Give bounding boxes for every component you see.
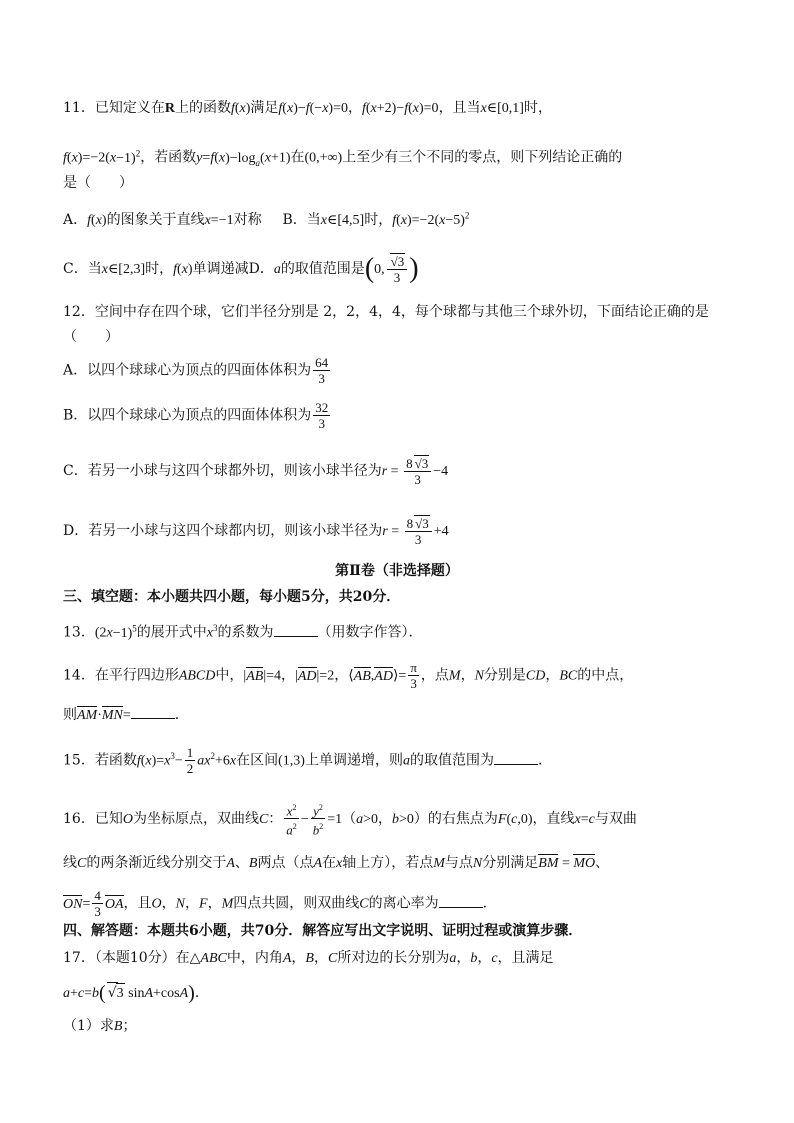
q16-line3: ON= $\frac{4}{3}$ OA，且O，N，F，M四点共圆，则双曲线C的离心率为 ．: [63, 888, 497, 919]
q11-line3: 是（ ）: [63, 175, 133, 191]
q11-option-d[interactable]: 单调递减D．a的取值范围是(0, $\frac{√3}{3}$ ): [192, 253, 419, 285]
q11-option-c[interactable]: C．当x∈[2,3]时，f(x): [63, 261, 193, 277]
q12-option-b[interactable]: B．以四个球球心为顶点的四面体体积为 $\frac{32}{3}$: [63, 400, 329, 431]
q12-stem: 12．空间中存在四个球，它们半径分别是 2，2，4，4，每个球都与其他三个球外切，下面结论正确的是: [63, 304, 709, 320]
q13-answer-blank[interactable]: [274, 622, 318, 637]
q11-options-ab: [63, 205, 469, 231]
q15: 15．若函数$f(x)=x^3-$ $\frac{1}{2}$ $ax^2+6x$在区间(1,3)上单调递增，则a的取值范围为 ．: [63, 745, 552, 776]
q15-answer-blank[interactable]: [494, 750, 538, 765]
q11-option-a[interactable]: A．f(x)的图象关于直线x=−1对称: [63, 211, 262, 228]
q14-line1: 14．在平行四边形ABCD中，|AB|=4，|AD|=2，⟨AB,AD⟩= $\frac{\pi}{3}$ ，点M，N分别是CD，BC的中点，: [63, 660, 634, 691]
q17-line2: a+c=b( √3 sinA+cosA)．: [63, 982, 209, 1004]
q11-option-b[interactable]: B．当x∈[4,5]时，$f(x)=-2(x-5)^2$: [282, 210, 470, 228]
q11-line2: $f(x)=-2(x-1)^2$，若函数$y=f(x)-\log_a(x+1)$在(0,+∞)上至少有三个不同的零点，则下列结论正确的: [63, 148, 623, 168]
q11-line1: 11．已知定义在R上的函数f(x)满足f(x)−f(−x)=0，f(x+2)−f(x)=0，且当x∈[0,1]时，: [63, 100, 552, 116]
q12-option-a[interactable]: A．以四个球球心为顶点的四面体体积为 $\frac{64}{3}$: [63, 355, 329, 386]
q12-stem-paren: （ ）: [63, 329, 119, 345]
q17-part1: （1）求B；: [63, 1018, 137, 1034]
q16-line2: 线C的两条渐近线分别交于A、B两点（点A在x轴上方），若点M与点N分别满足BM = MO、: [63, 855, 610, 871]
part2-title: 第Ⅱ卷（非选择题）: [335, 563, 459, 579]
q14-line2: 则AM·MN= ．: [63, 704, 189, 726]
q13: 13．$(2x-1)^5$的展开式中$x^3$的系数为 （用数字作答）．: [63, 623, 423, 641]
section4-title: 四、解答题：本题共6小题，共70分．解答应写出文字说明、证明过程或演算步骤．: [63, 923, 583, 939]
q16-answer-blank[interactable]: [439, 893, 483, 908]
section3-title: 三、填空题：本小题共四小题，每小题5分，共20分．: [63, 589, 401, 605]
q12-option-d[interactable]: D．若另一小球与这四个球都内切，则该小球半径为r = $\frac{8 √3}{3}$ +4: [63, 516, 449, 547]
q12-option-c[interactable]: C．若另一小球与这四个球都外切，则该小球半径为r = $\frac{8 √3}{3}$ −4: [63, 456, 449, 487]
q17-line1: 17．（本题10分）在△ABC中，内角A，B，C所对边的长分别为a，b，c，且满足: [63, 950, 554, 966]
q11-options-cd: [63, 253, 419, 285]
q14-answer-blank[interactable]: [131, 704, 175, 719]
q16-line1: 16．已知O为坐标原点，双曲线C： $\frac{x^2}{a^2}$ − $\frac{y^2}{b^2}$ =1（a>0，b>0）的右焦点为F(c,0)，直线x=c与双曲: [63, 800, 637, 838]
